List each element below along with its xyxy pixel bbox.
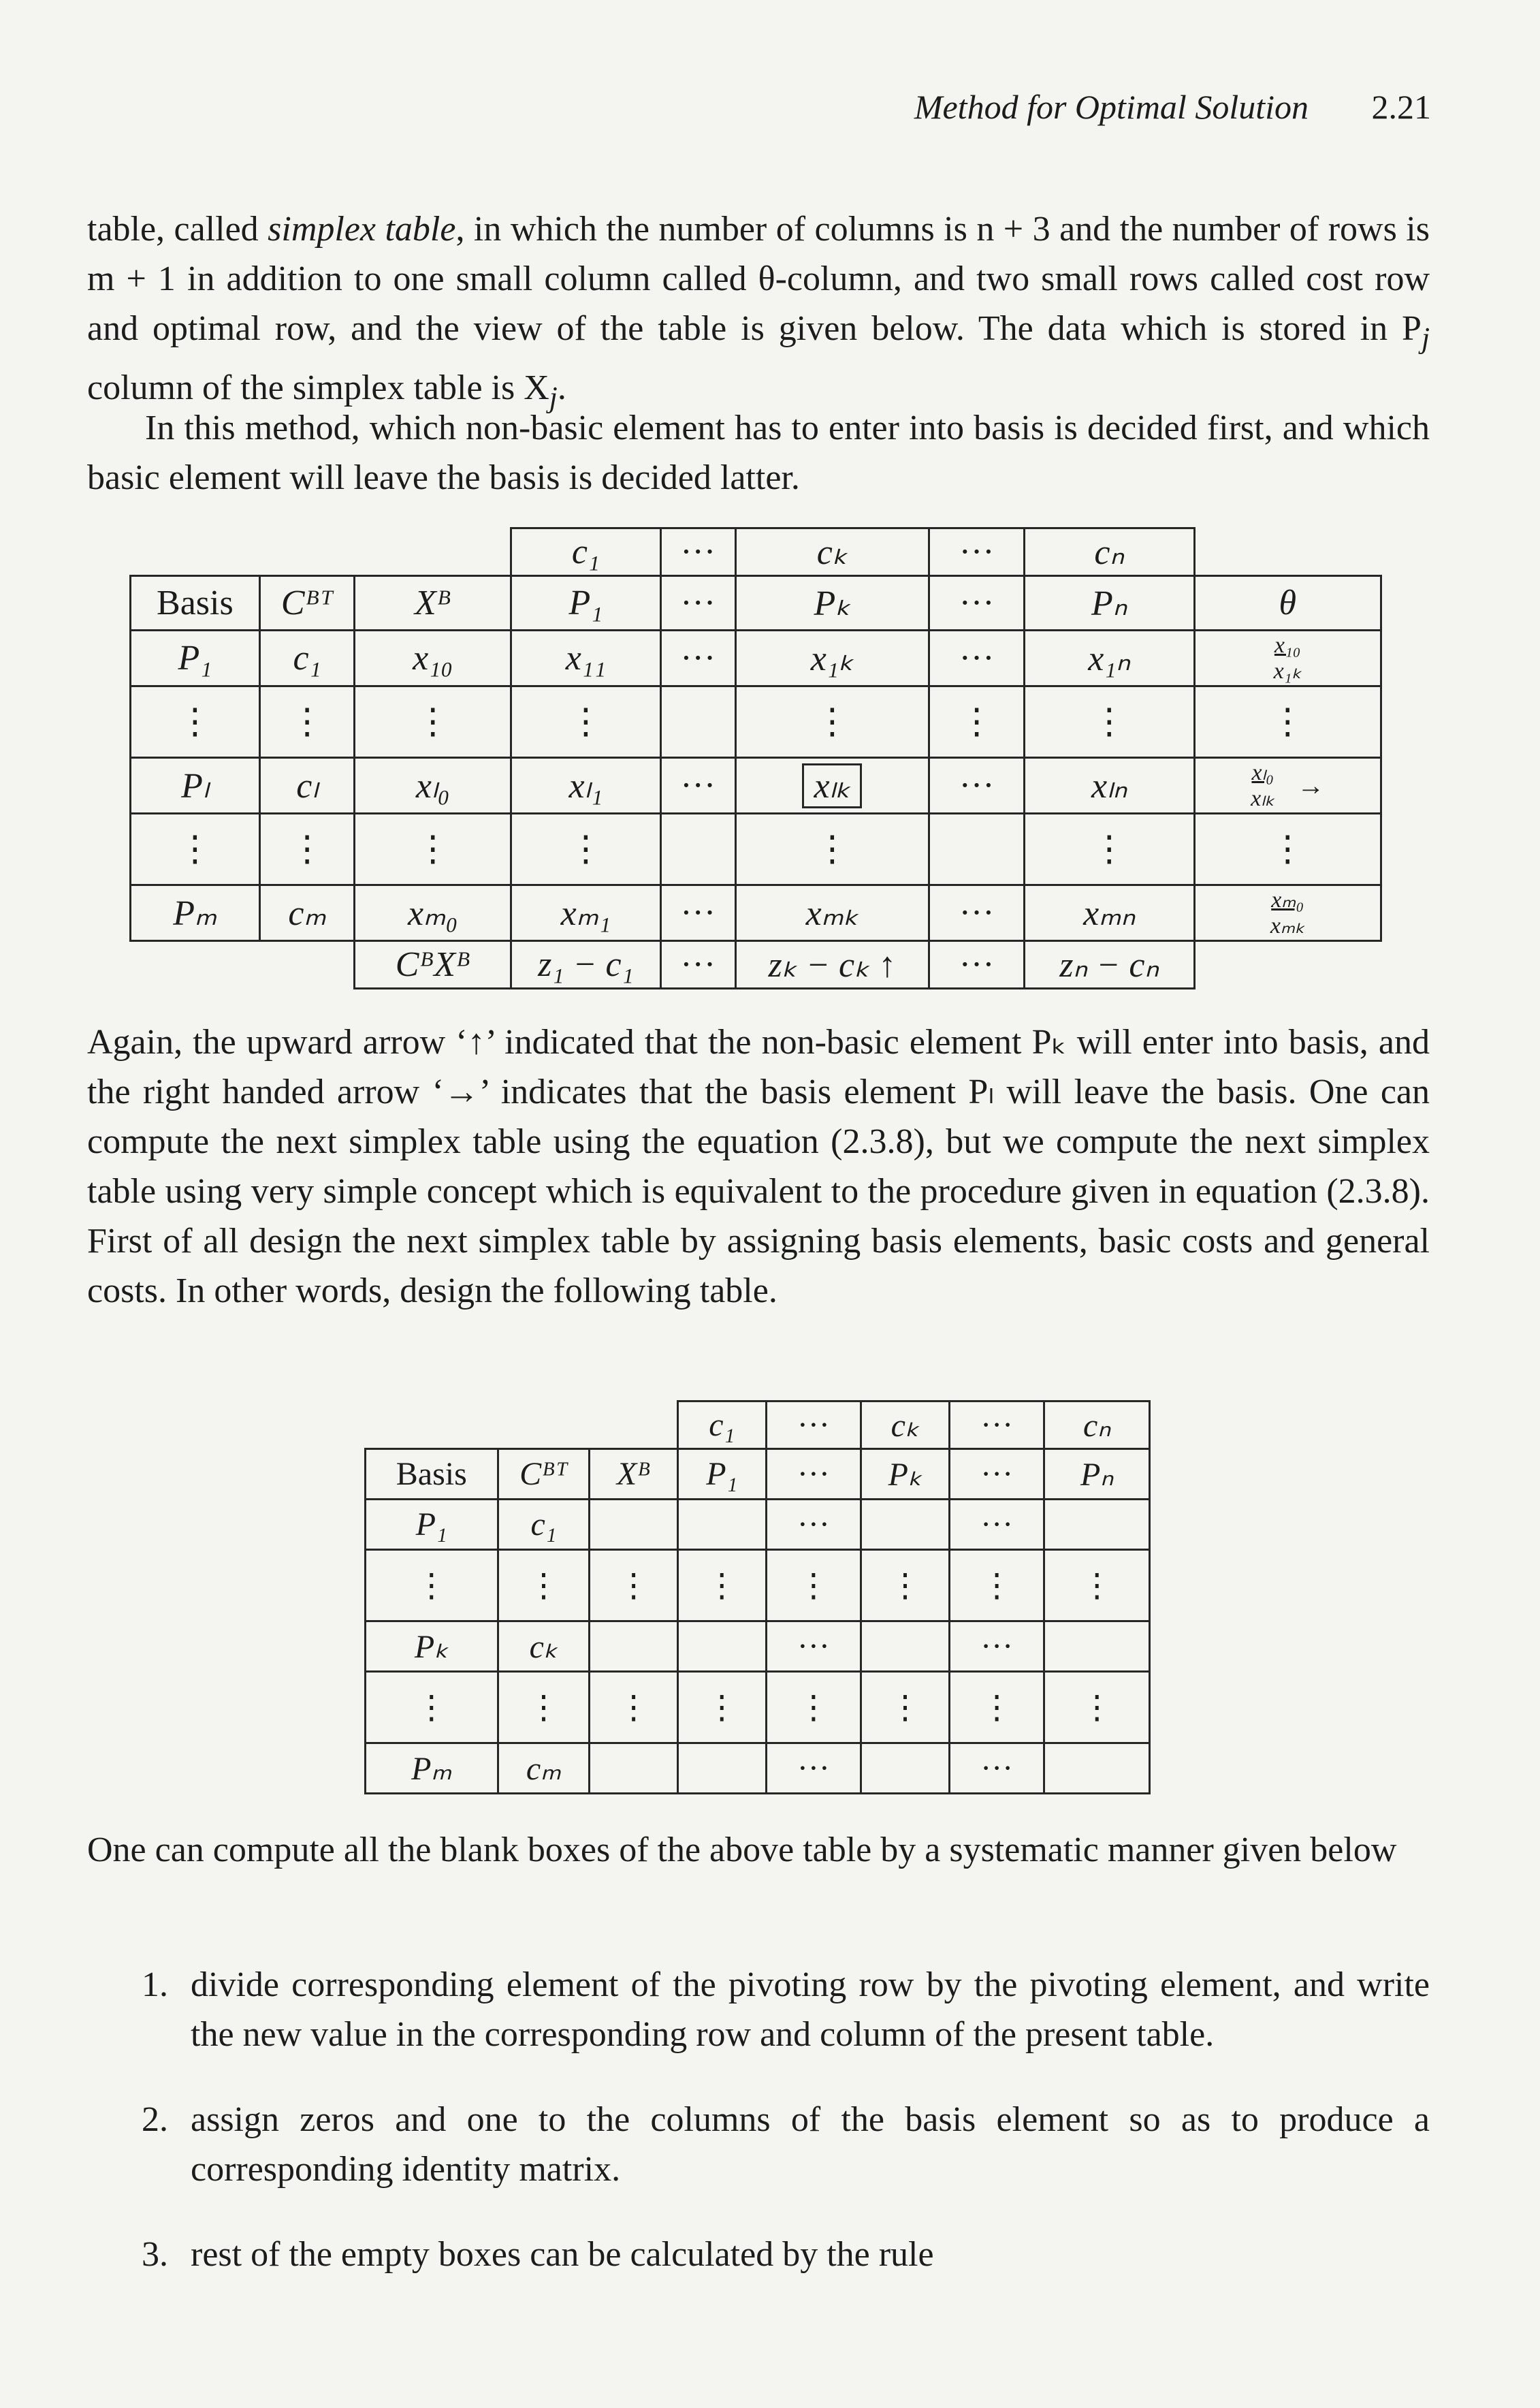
paragraph-2: In this method, which non-basic element has to enter into basis is decided first, and which basic element will leave the basis is decided latter. [87, 409, 1430, 497]
cell [660, 814, 735, 885]
cell: ⋮ [366, 1672, 498, 1743]
header-cell: Basis [131, 576, 260, 631]
table-row [366, 1621, 1150, 1672]
cell: ⋮ [735, 814, 929, 885]
cost-cell: ··· [660, 528, 735, 576]
header-cell: P₁ [511, 576, 661, 631]
header-row [131, 576, 1381, 631]
table-row [366, 1500, 1150, 1550]
paragraph-1: table, called simplex table, in which the number of columns is n + 3 and the number of rows is m + 1 in addition to one small column called θ-column, and two small rows called cost row and optimal row, and the view of the table is given below. The data which is stored in $P_j$ column of the simplex table is $X_j$. [87, 210, 1430, 414]
leave-arrow: → [1297, 770, 1325, 801]
cell: xₗ₁ [511, 758, 661, 814]
cell: ⋮ [131, 686, 260, 758]
simplex-table-2 [364, 1400, 1151, 1794]
optimal-cell: zₖ − cₖ ↑ [735, 941, 929, 989]
cost-cell: c₁ [511, 528, 661, 576]
cost-cell: ··· [949, 1401, 1044, 1449]
cell: xₘₙ [1024, 885, 1194, 941]
cell: ··· [766, 1743, 861, 1794]
cell [590, 1621, 678, 1672]
cost-cell: ··· [766, 1401, 861, 1449]
cell: ⋮ [259, 814, 355, 885]
cell: ··· [949, 1621, 1044, 1672]
theta-cell: xₘ₀ xₘₖ [1194, 885, 1381, 941]
cell [861, 1500, 950, 1550]
optimal-cell: ··· [929, 941, 1025, 989]
cost-cell: c₁ [677, 1401, 766, 1449]
cell: ⋮ [131, 814, 260, 885]
header-cell: Basis [366, 1449, 498, 1500]
cell: ··· [766, 1621, 861, 1672]
header-cell: Cᴮᵀ [498, 1449, 590, 1500]
header-cell: Pₖ [735, 576, 929, 631]
cost-cell: ··· [929, 528, 1025, 576]
cell: Pₘ [366, 1743, 498, 1794]
cell: xₗₙ [1024, 758, 1194, 814]
cell [1044, 1743, 1150, 1794]
cell: ⋮ [590, 1672, 678, 1743]
cell: ··· [929, 631, 1025, 686]
cell: ⋮ [949, 1550, 1044, 1621]
cell: ⋮ [861, 1672, 950, 1743]
table-row [131, 686, 1381, 758]
cell: ··· [660, 885, 735, 941]
table-row [366, 1743, 1150, 1794]
cell [660, 686, 735, 758]
paragraph-4: One can compute all the blank boxes of the above table by a systematic manner given below [87, 1831, 1397, 1869]
cell: x₁₁ [511, 631, 661, 686]
cell: ⋮ [735, 686, 929, 758]
chapter-title: Method for Optimal Solution [914, 88, 1309, 126]
table-row [366, 1672, 1150, 1743]
header-cell: ··· [766, 1449, 861, 1500]
cell: ⋮ [259, 686, 355, 758]
cell: ⋮ [498, 1550, 590, 1621]
cell: ⋮ [766, 1550, 861, 1621]
cell [677, 1500, 766, 1550]
cell: xₘ₀ [355, 885, 511, 941]
cell: ⋮ [766, 1672, 861, 1743]
cell: ⋮ [511, 686, 661, 758]
header-cell: ··· [929, 576, 1025, 631]
cost-cell: cₖ [735, 528, 929, 576]
cell: Pₗ [131, 758, 260, 814]
list-item: 3. rest of the empty boxes can be calculated by the rule [142, 2235, 934, 2274]
cell: Pₖ [366, 1621, 498, 1672]
theta-cell: x₁₀ x₁ₖ [1194, 631, 1381, 686]
cell [861, 1743, 950, 1794]
cell: P₁ [131, 631, 260, 686]
cell: P₁ [366, 1500, 498, 1550]
cost-row [131, 528, 1381, 576]
cost-cell: cₖ [861, 1401, 950, 1449]
theta-cell: ⋮ [1194, 686, 1381, 758]
list-item: 2. assign zeros and one to the columns of the basis element so as to produce a corresponding identity matrix. [142, 2100, 1430, 2189]
cell: ⋮ [929, 686, 1025, 758]
theta-cell: $\frac{\text{xₗ₀}}{\text{xₗₖ}}$ → [1194, 758, 1381, 814]
steps-list [87, 1960, 1430, 2315]
header-cell: Pₙ [1024, 576, 1194, 631]
cell: ⋮ [366, 1550, 498, 1621]
header-cell: Xᴮ [590, 1449, 678, 1500]
optimal-cell: z₁ − c₁ [511, 941, 661, 989]
cell [677, 1743, 766, 1794]
optimal-cell: CᴮXᴮ [355, 941, 511, 989]
optimal-row [131, 941, 1381, 989]
header-cell: Pₙ [1044, 1449, 1150, 1500]
cell: xₘₖ [735, 885, 929, 941]
table-row [366, 1550, 1150, 1621]
cell [861, 1621, 950, 1672]
paragraph-3: Again, the upward arrow ‘↑’ indicated that the non-basic element Pₖ will enter into basis, and the right handed arrow ‘→’ indicates that the basis element Pₗ will leave the basis. One can compute the next simplex table using the equation (2.3.8), but we compute the next simplex table using very simple concept which is equivalent to the procedure given in equation (2.3.8). First of all design the next simplex table by assigning basis elements, basic costs and general costs. In other words, design the following table. [87, 1023, 1430, 1310]
page-number: 2.21 [1371, 88, 1431, 126]
cell [929, 814, 1025, 885]
cell: ⋮ [861, 1550, 950, 1621]
cell: cₘ [259, 885, 355, 941]
cell: ⋮ [949, 1672, 1044, 1743]
header-cell: P₁ [677, 1449, 766, 1500]
cell: ⋮ [1044, 1550, 1150, 1621]
cell: x₁ₖ [735, 631, 929, 686]
pivot-row [131, 758, 1381, 814]
pivot-element: xₗₖ [735, 758, 929, 814]
simplex-table-1 [129, 527, 1382, 989]
header-cell: Cᴮᵀ [259, 576, 355, 631]
optimal-cell: ··· [660, 941, 735, 989]
cell: Pₘ [131, 885, 260, 941]
optimal-cell: zₙ − cₙ [1024, 941, 1194, 989]
cell: ··· [929, 758, 1025, 814]
cell: ⋮ [677, 1550, 766, 1621]
cell: x₁ₙ [1024, 631, 1194, 686]
cell: ··· [929, 885, 1025, 941]
cell: cₘ [498, 1743, 590, 1794]
running-header [914, 87, 1431, 127]
table-row [131, 631, 1381, 686]
cell: cₗ [259, 758, 355, 814]
header-row [366, 1449, 1150, 1500]
cell [1044, 1621, 1150, 1672]
cell: ⋮ [511, 814, 661, 885]
cost-row [366, 1401, 1150, 1449]
header-cell: ··· [660, 576, 735, 631]
cell: c₁ [259, 631, 355, 686]
cell: ⋮ [355, 814, 511, 885]
cell: xₗ₀ [355, 758, 511, 814]
cell: ⋮ [498, 1672, 590, 1743]
cell: ··· [660, 758, 735, 814]
cost-cell: cₙ [1044, 1401, 1150, 1449]
cell: x₁₀ [355, 631, 511, 686]
header-cell: ··· [949, 1449, 1044, 1500]
header-cell: Pₖ [861, 1449, 950, 1500]
theta-cell: ⋮ [1194, 814, 1381, 885]
list-item: 1. divide corresponding element of the pivoting row by the pivoting element, and write the new value in the corresponding row and column of the present table. [142, 1965, 1430, 2054]
cell: ⋮ [355, 686, 511, 758]
cell: ··· [766, 1500, 861, 1550]
cell [590, 1500, 678, 1550]
cell: ⋮ [1024, 814, 1194, 885]
header-cell: Xᴮ [355, 576, 511, 631]
table-row [131, 885, 1381, 941]
cell: ⋮ [1044, 1672, 1150, 1743]
cell: cₖ [498, 1621, 590, 1672]
header-cell: θ [1194, 576, 1381, 631]
cell: ⋮ [1024, 686, 1194, 758]
cell: xₘ₁ [511, 885, 661, 941]
cell [590, 1743, 678, 1794]
cell [1044, 1500, 1150, 1550]
cell [677, 1621, 766, 1672]
cell: ⋮ [590, 1550, 678, 1621]
cell: c₁ [498, 1500, 590, 1550]
cell: ··· [949, 1500, 1044, 1550]
table-row [131, 814, 1381, 885]
cell: ⋮ [677, 1672, 766, 1743]
cost-cell: cₙ [1024, 528, 1194, 576]
cell: ··· [660, 631, 735, 686]
cell: ··· [949, 1743, 1044, 1794]
